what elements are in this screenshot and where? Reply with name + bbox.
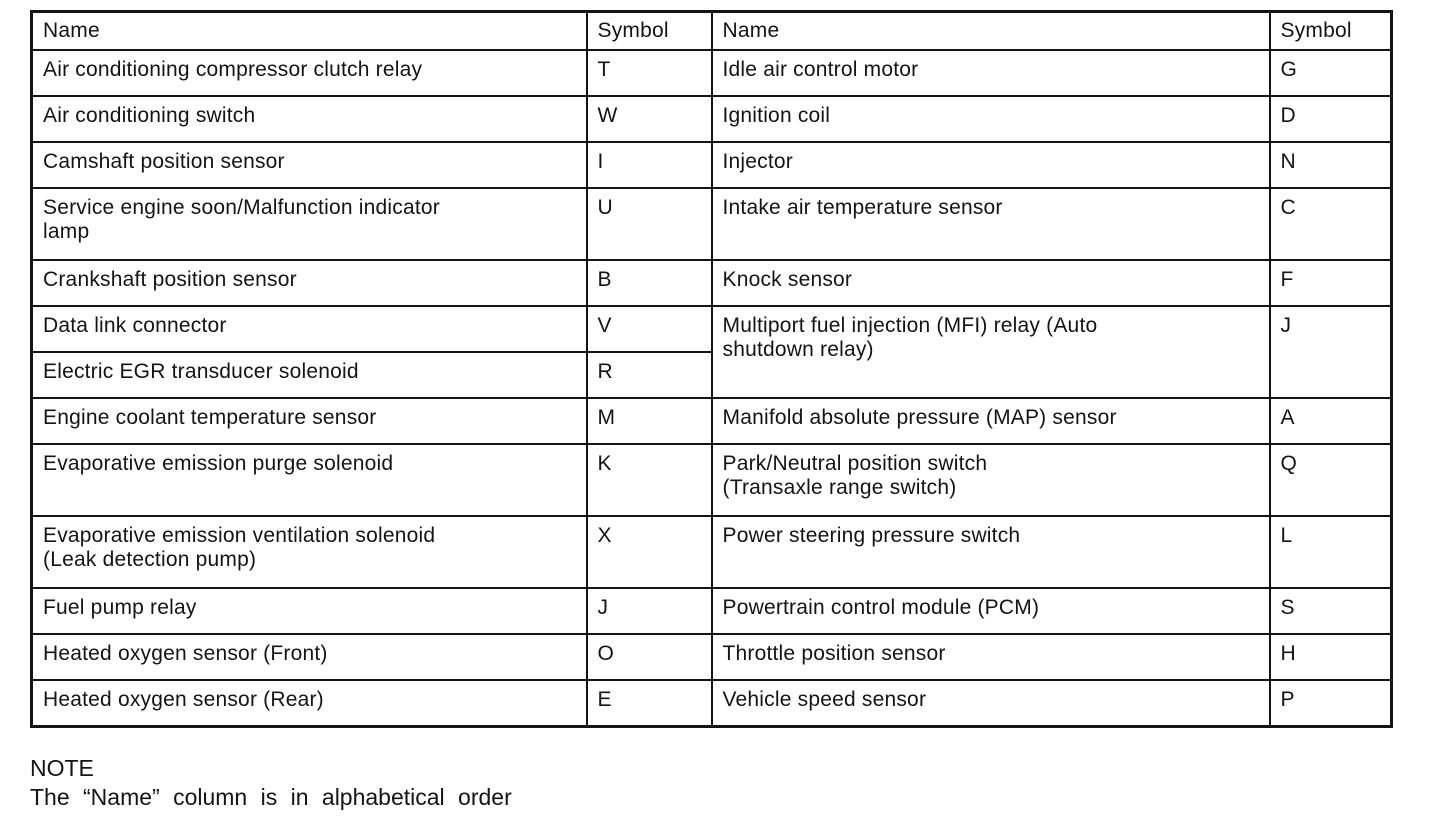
symbol-cell: J — [1270, 306, 1392, 398]
symbol-cell: B — [587, 260, 712, 306]
component-name-cell: Multiport fuel injection (MFI) relay (Auto shutdown relay) — [712, 306, 1270, 398]
table-row — [32, 142, 1392, 188]
component-name-cell: Fuel pump relay — [32, 588, 587, 634]
component-name-cell: Electric EGR transducer solenoid — [32, 352, 587, 398]
component-name-cell: Heated oxygen sensor (Front) — [32, 634, 587, 680]
table-row — [32, 96, 1392, 142]
table-row — [32, 306, 1392, 352]
component-name-cell: Manifold absolute pressure (MAP) sensor — [712, 398, 1270, 444]
component-name-cell: Powertrain control module (PCM) — [712, 588, 1270, 634]
table-row — [32, 50, 1392, 96]
component-name-cell: Park/Neutral position switch (Transaxle range switch) — [712, 444, 1270, 516]
column-header-symbol-left: Symbol — [587, 12, 712, 51]
symbol-cell: V — [587, 306, 712, 352]
note-title: NOTE — [30, 754, 94, 781]
table-row — [32, 634, 1392, 680]
column-header-name-left: Name — [32, 12, 587, 51]
symbol-cell: L — [1270, 516, 1392, 588]
symbol-cell: A — [1270, 398, 1392, 444]
symbol-cell: D — [1270, 96, 1392, 142]
symbol-cell: O — [587, 634, 712, 680]
table-row — [32, 680, 1392, 726]
component-name-cell: Evaporative emission purge solenoid — [32, 444, 587, 516]
component-name-cell: Throttle position sensor — [712, 634, 1270, 680]
symbol-cell: M — [587, 398, 712, 444]
symbol-cell: X — [587, 516, 712, 588]
component-name-cell: Camshaft position sensor — [32, 142, 587, 188]
component-name-cell: Data link connector — [32, 306, 587, 352]
component-name-cell: Crankshaft position sensor — [32, 260, 587, 306]
table-row — [32, 188, 1392, 260]
symbol-cell: C — [1270, 188, 1392, 260]
symbol-cell: N — [1270, 142, 1392, 188]
table-row — [32, 588, 1392, 634]
table-header-row — [32, 12, 1392, 51]
component-name-cell: Intake air temperature sensor — [712, 188, 1270, 260]
symbol-cell: F — [1270, 260, 1392, 306]
component-name-cell: Engine coolant temperature sensor — [32, 398, 587, 444]
table-row — [32, 516, 1392, 588]
component-name-cell: Vehicle speed sensor — [712, 680, 1270, 726]
component-name-cell: Idle air control motor — [712, 50, 1270, 96]
component-name-cell: Knock sensor — [712, 260, 1270, 306]
symbol-cell: W — [587, 96, 712, 142]
symbol-cell: H — [1270, 634, 1392, 680]
symbol-cell: U — [587, 188, 712, 260]
component-name-cell: Injector — [712, 142, 1270, 188]
symbol-cell: I — [587, 142, 712, 188]
symbol-cell: J — [587, 588, 712, 634]
table-row — [32, 444, 1392, 516]
component-name-cell: Heated oxygen sensor (Rear) — [32, 680, 587, 726]
symbol-cell: K — [587, 444, 712, 516]
note-text: The “Name” column is in alphabetical order — [30, 783, 512, 810]
column-header-name-right: Name — [712, 12, 1270, 51]
component-name-cell: Air conditioning switch — [32, 96, 587, 142]
note-block — [30, 754, 1456, 812]
symbol-cell: E — [587, 680, 712, 726]
component-name-cell: Service engine soon/Malfunction indicator lamp — [32, 188, 587, 260]
table-row — [32, 260, 1392, 306]
table-row — [32, 398, 1392, 444]
component-name-cell: Ignition coil — [712, 96, 1270, 142]
component-name-cell: Power steering pressure switch — [712, 516, 1270, 588]
component-name-cell: Air conditioning compressor clutch relay — [32, 50, 587, 96]
component-symbol-table — [30, 10, 1393, 728]
symbol-cell: G — [1270, 50, 1392, 96]
symbol-cell: Q — [1270, 444, 1392, 516]
component-name-cell: Evaporative emission ventilation solenoid (Leak detection pump) — [32, 516, 587, 588]
symbol-cell: R — [587, 352, 712, 398]
column-header-symbol-right: Symbol — [1270, 12, 1392, 51]
symbol-cell: S — [1270, 588, 1392, 634]
symbol-cell: P — [1270, 680, 1392, 726]
symbol-cell: T — [587, 50, 712, 96]
